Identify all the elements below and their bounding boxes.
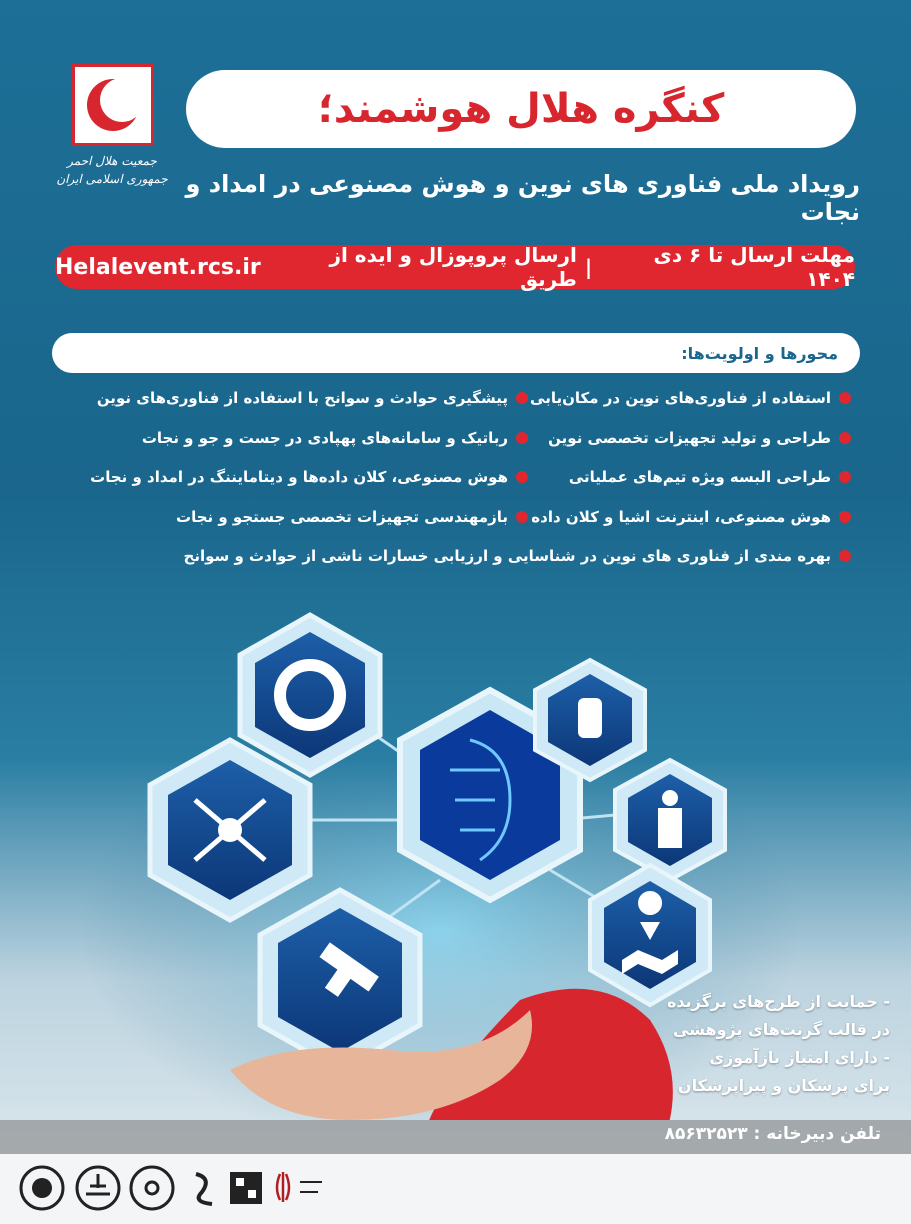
page-title: کنگره هلال هوشمند؛	[317, 86, 725, 132]
title-banner	[186, 70, 856, 148]
science-park-logo-icon	[222, 1164, 270, 1212]
list-item: طراحی و تولید تجهیزات تخصصی نوین	[548, 429, 851, 447]
list-item: رباتیک و سامانه‌های پهپادی در جست و جو و نجات	[142, 429, 528, 447]
list-item: هوش مصنوعی، اینترنت اشیا و کلان داده	[531, 508, 851, 526]
logo-line2: جمهوری اسلامی ایران	[56, 172, 168, 186]
deadline-text: مهلت ارسال تا ۶ دی ۱۴۰۴	[653, 243, 855, 291]
deadline-separator: |	[584, 255, 593, 279]
bullet-icon	[839, 432, 851, 444]
bullet-icon	[839, 471, 851, 483]
bullet-icon	[839, 550, 851, 562]
bullet-icon	[516, 392, 528, 404]
website-link[interactable]: Helalevent.rcs.ir	[55, 254, 261, 280]
red-crescent-logo	[72, 64, 154, 146]
crescent-icon	[82, 74, 144, 136]
logo-line1: جمعیت هلال احمر	[67, 154, 157, 168]
university-seal-icon	[18, 1164, 66, 1212]
bullet-icon	[516, 471, 528, 483]
vice-presidency-logo-icon	[268, 1164, 328, 1212]
support-line: برای پزشکان و پیراپزشکان	[677, 1076, 890, 1095]
support-line: - دارای امتیاز بازآموزی	[709, 1048, 890, 1067]
subtitle: رویداد ملی فناوری های نوین و هوش مصنوعی در امداد و نجات	[185, 170, 860, 226]
bullet-icon	[516, 432, 528, 444]
support-line: - حمایت از طرح‌های برگزیده	[666, 992, 890, 1011]
list-item: هوش مصنوعی، کلان داده‌ها و دیتامایننگ در امداد و نجات	[90, 468, 528, 486]
support-line: در قالب گرنت‌های پژوهشی	[673, 1020, 890, 1039]
list-item: بازمهندسی تجهیزات تخصصی جستجو و نجات	[176, 508, 528, 526]
list-item: بهره مندی از فناوری های نوین در شناسایی و ارزیابی خسارات ناشی از حوادث و سوانح	[184, 547, 851, 565]
priorities-heading: محورها و اولویت‌ها:	[681, 343, 838, 363]
priorities-header	[52, 333, 860, 373]
list-item: استفاده از فناوری‌های نوین در مکان‌یابی	[530, 389, 851, 407]
list-item: طراحی البسه ویژه تیم‌های عملیاتی	[569, 468, 851, 486]
bullet-icon	[839, 511, 851, 523]
phone-number: تلفن دبیرخانه : ۸۵۶۳۲۵۲۳	[664, 1124, 881, 1144]
deadline-banner	[55, 245, 855, 289]
logo-caption	[52, 152, 172, 188]
submit-text: ارسال پروپوزال و ایده از طریق	[329, 243, 577, 291]
university-seal-icon	[128, 1164, 176, 1212]
university-seal-icon	[74, 1164, 122, 1212]
bullet-icon	[839, 392, 851, 404]
support-info	[640, 988, 890, 1100]
institute-logo-icon	[180, 1164, 228, 1212]
list-item: پیشگیری حوادث و سوانح با استفاده از فناوری‌های نوین	[97, 389, 528, 407]
bullet-icon	[516, 511, 528, 523]
